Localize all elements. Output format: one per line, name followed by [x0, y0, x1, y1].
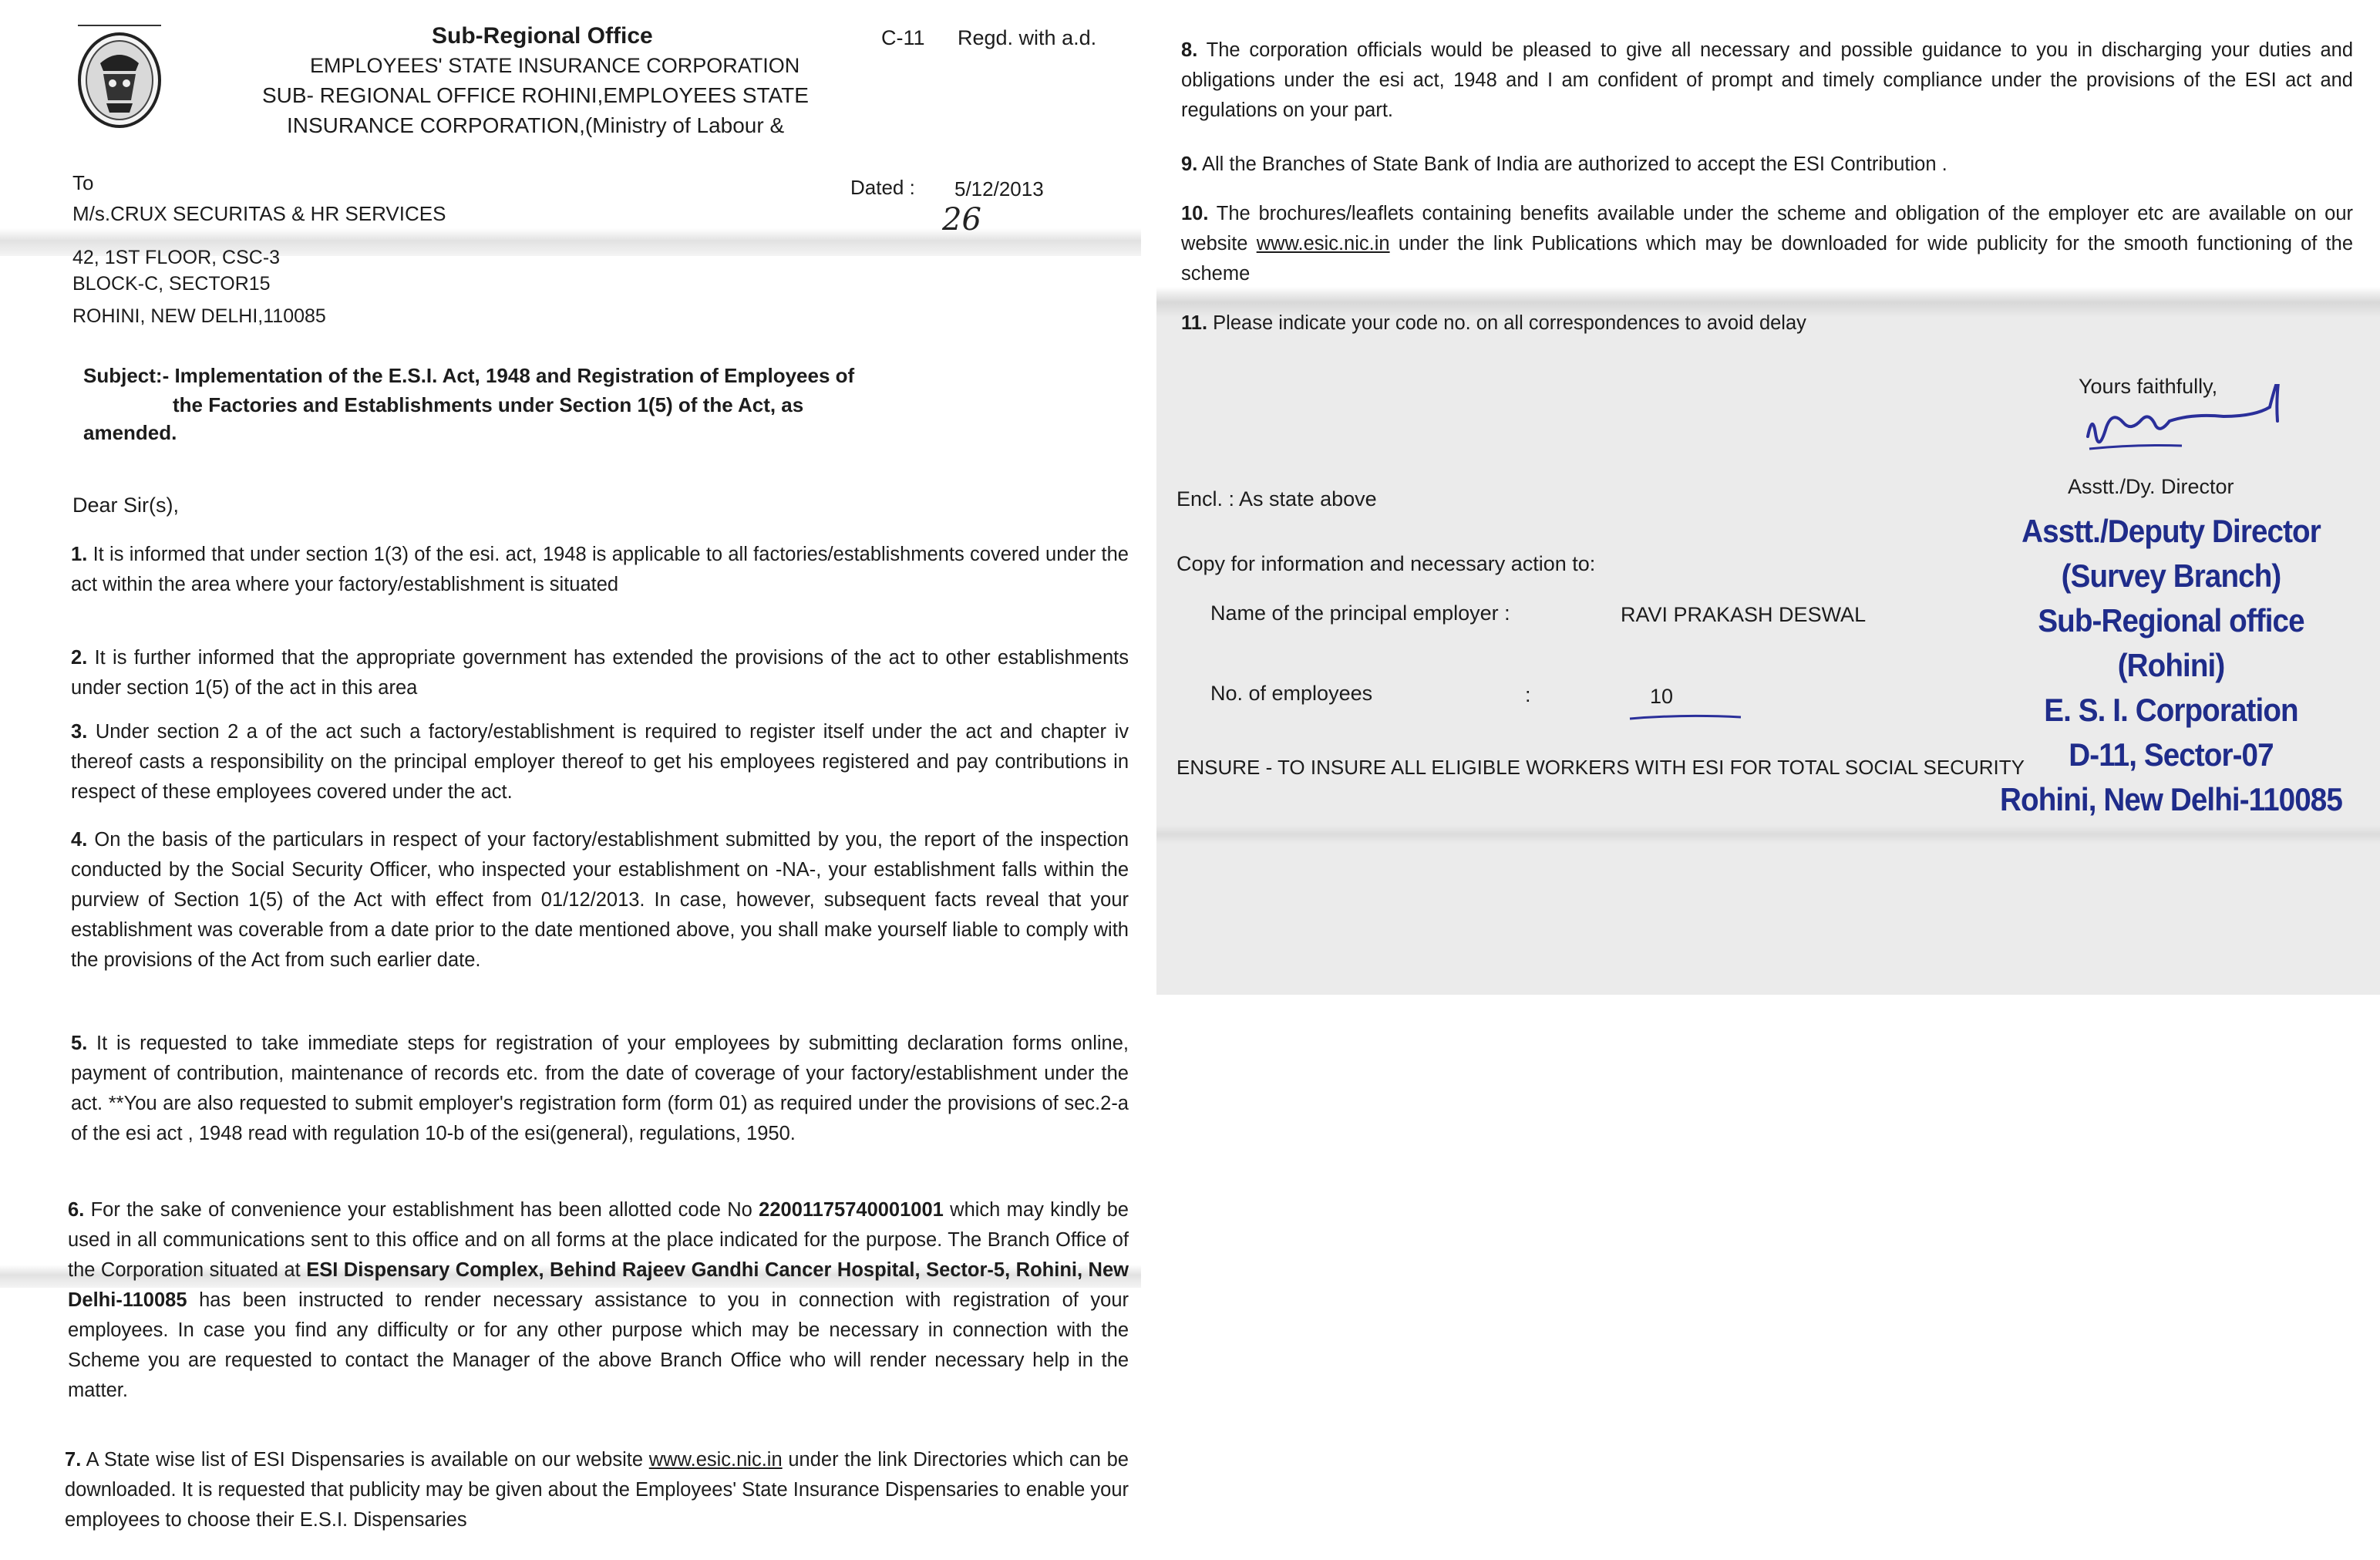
subject-line-3: amended. [83, 421, 177, 444]
handwritten-note: 26 [942, 202, 981, 238]
paragraph-text: has been instructed to render necessary assistance to you in connection with registration of your employees. In case you find any difficulty or for any other purpose which may be necessary in connection with the Scheme you are requested to contact the Manager of the above Branch Office who will render necessary help in the matter. [68, 1289, 1129, 1401]
paragraph-text: For the sake of convenience your establishment has been allotted code No [90, 1199, 752, 1221]
subject-line-2: the Factories and Establishments under Section 1(5) of the Act, as [173, 393, 804, 416]
paragraph-number: 8 [1181, 39, 1193, 61]
stamp-line: Rohini, New Delhi-110085 [2000, 781, 2342, 817]
paragraph-number: 2 [71, 647, 82, 669]
paragraph-6: 6. For the sake of convenience your establishment has been allotted code No 22001175740001001 which may kindly be used in all communications sent to this office and on all forms at the place indicated for the purpose. The Branch Office of the Corporation situated at ESI Dispensary Complex, Behind Rajeev Gandhi Cancer Hospital, Sector-5, Rohini, New Delhi-110085 has been instructed to render necessary assistance to you in connection with registration of your employees. In case you find any difficulty or for any other purpose which may be necessary in connection with the Scheme you are requested to contact the Manager of the above Branch Office who will render necessary help in the matter. [68, 1199, 1129, 1401]
employees-colon: : [1525, 683, 1531, 706]
paragraph-text: Please indicate your code no. on all correspondences to avoid delay [1213, 312, 1806, 334]
copy-to-note: Copy for information and necessary action to: [1177, 552, 1596, 575]
date-label: Dated : [850, 176, 915, 199]
employer-code: 22001175740001001 [759, 1199, 944, 1221]
paragraph-number: 3 [71, 721, 82, 743]
yours-faithfully: Yours faithfully, [2079, 375, 2218, 398]
paragraph-text: which may kindly be used in all communications sent to this office and on all forms at the place indicated for the purpose. The Branch Office of the Corporation situated at [68, 1199, 1129, 1281]
paragraph-text: On the basis of the particulars in respect of your factory/establishment submitted by you, the report of the inspection conducted by the Social Security Officer, who inspected your establishment on -NA-, your establishment falls within the purview of Section 1(5) of the Act with effect from 01/12/2013. In case, however, subsequent facts reveal that your establishment was coverable from a date prior to the date mentioned above, you shall make yourself liable to comply with the provisions of the Act from such earlier date. [71, 829, 1129, 971]
paragraph-number: 5 [71, 1033, 82, 1054]
letter-page-right [1156, 0, 2380, 995]
paragraph-number: 4 [71, 829, 82, 851]
paragraph-text: All the Branches of State Bank of India are authorized to accept the ESI Contribution . [1201, 153, 1947, 175]
addressee-name: M/s.CRUX SECURITAS & HR SERVICES [72, 202, 446, 225]
esic-emblem-icon [74, 23, 165, 131]
stamp-line: Asstt./Deputy Director [2021, 513, 2321, 549]
paragraph-text: under the link Directories which can be downloaded. It is requested that publicity may be given about the Employees' State Insurance Dispensaries to enable your employees to choose their E.S.I. Dispensaries [65, 1449, 1129, 1531]
paragraph-text: The corporation officials would be pleased to give all necessary and possible guidance to you in discharging your duties and obligations under the esi act, 1948 and I am confident of prompt and timely compliance under the provisions of the ESI act and regulations on your part. [1181, 39, 2354, 121]
website-link[interactable]: www.esic.nic.in [1256, 233, 1390, 254]
paragraph-text: It is further informed that the appropriate government has extended the provisions of the act to other establishments under section 1(5) of the act in this area [71, 647, 1129, 699]
handwritten-underline [1628, 713, 1744, 723]
signature-icon [2082, 384, 2336, 461]
paragraph-text: under the link Publications which may be downloaded for wide publicity for the smooth functioning of the scheme [1181, 233, 2354, 285]
stamp-line: (Survey Branch) [2061, 558, 2281, 594]
paragraph-number: 7 [65, 1449, 76, 1471]
subject-line-1: Subject:- Implementation of the E.S.I. Act, 1948 and Registration of Employees of [83, 364, 855, 387]
stamp-line: Sub-Regional office (Rohini) [2038, 602, 2304, 683]
date-value: 5/12/2013 [954, 177, 1044, 200]
corporation-name: EMPLOYEES' STATE INSURANCE CORPORATION [310, 54, 800, 77]
paragraph-text: The brochures/leaflets containing benefits available under the scheme and obligation of the employer etc are available on our website [1181, 203, 2354, 254]
ensure-note: ENSURE - TO INSURE ALL ELIGIBLE WORKERS WITH ESI FOR TOTAL SOCIAL SECURITY [1177, 756, 2025, 779]
paragraph-number: 11 [1181, 312, 1202, 334]
registered-ad: Regd. with a.d. [958, 26, 1097, 49]
header-line-2: SUB- REGIONAL OFFICE ROHINI,EMPLOYEES STATE [262, 83, 809, 107]
form-number: C-11 [881, 26, 925, 49]
official-stamp [1987, 509, 2355, 822]
principal-employer-value: RAVI PRAKASH DESWAL [1621, 603, 1867, 626]
to-label: To [72, 171, 94, 194]
paper-fold [1156, 825, 2380, 844]
paragraph-8: 8. The corporation officials would be pleased to give all necessary and possible guidance to you in discharging your duties and obligations under the esi act, 1948 and I am confident of prompt and timely compliance under the provisions of the ESI act and regulations on your part. [1181, 39, 2354, 121]
paragraph-2: 2. It is further informed that the appropriate government has extended the provisions of the act to other establishments under section 1(5) of the act in this area [71, 647, 1129, 699]
paragraph-10: 10. The brochures/leaflets containing benefits available under the scheme and obligation of the employer etc are available on our website www.esic.nic.in under the link Publications which may be downloaded for wide publicity for the smooth functioning of the scheme [1181, 203, 2354, 285]
paragraph-number: 1 [71, 544, 82, 565]
website-link[interactable]: www.esic.nic.in [648, 1449, 783, 1471]
employees-label: No. of employees [1210, 682, 1373, 705]
branch-office-address: ESI Dispensary Complex, Behind Rajeev Gandhi Cancer Hospital, Sector-5, Rohini, New Delhi-110085 [68, 1259, 1129, 1311]
paragraph-number: 6 [68, 1199, 79, 1221]
letter-page-left [0, 0, 1141, 1560]
stamp-line: E. S. I. Corporation [2044, 692, 2298, 728]
salutation: Dear Sir(s), [72, 494, 180, 517]
paragraph-11: 11. Please indicate your code no. on all correspondences to avoid delay [1181, 312, 1806, 334]
paragraph-1: 1. It is informed that under section 1(3) of the esi. act, 1948 is applicable to all factories/establishments covered under the act within the area where your factory/establishment is situated [71, 544, 1129, 595]
principal-employer-label: Name of the principal employer : [1210, 601, 1510, 625]
paragraph-3: 3. Under section 2 a of the act such a factory/establishment is required to register itself under the act and chapter iv thereof casts a responsibility on the principal employer thereof to get his employees registered and pay contributions in respect of these employees covered under the act. [71, 721, 1129, 803]
enclosure-note: Encl. : As state above [1177, 487, 1377, 510]
employees-count: 10 [1650, 685, 1674, 708]
address-line-2: BLOCK-C, SECTOR15 [72, 273, 271, 295]
paragraph-text: It is informed that under section 1(3) of the esi. act, 1948 is applicable to all factories/establishments covered under the act within the area where your factory/establishment is situated [71, 544, 1129, 595]
stamp-line: D-11, Sector-07 [2069, 736, 2274, 773]
paragraph-text: Under section 2 a of the act such a factory/establishment is required to register itself under the act and chapter iv thereof casts a responsibility on the principal employer thereof to get his employees registered and pay contributions in respect of these employees covered under the act. [71, 721, 1129, 803]
paragraph-4: 4. On the basis of the particulars in respect of your factory/establishment submitted by you, the report of the inspection conducted by the Social Security Officer, who inspected your establishment on -NA-, your establishment falls within the purview of Section 1(5) of the Act with effect from 01/12/2013. In case, however, subsequent facts reveal that your establishment was coverable from a date prior to the date mentioned above, you shall make yourself liable to comply with the provisions of the Act from such earlier date. [71, 829, 1129, 971]
address-line-3: ROHINI, NEW DELHI,110085 [72, 305, 326, 327]
paragraph-5: 5. It is requested to take immediate steps for registration of your employees by submitting declaration forms online, payment of contribution, maintenance of records etc. from the date of coverage of your factory/establishment under the act. **You are also requested to submit employer's registration form (form 01) as required under the provisions of sec.2-a of the esi act , 1948 read with regulation 10-b of the esi(general), regulations, 1950. [71, 1033, 1129, 1144]
paragraph-number: 10 [1181, 203, 1203, 224]
address-line-1: 42, 1ST FLOOR, CSC-3 [72, 247, 281, 268]
header-line-3: INSURANCE CORPORATION,(Ministry of Labour & [287, 113, 785, 137]
paragraph-text: A State wise list of ESI Dispensaries is available on our website [86, 1449, 644, 1471]
signatory-designation: Asstt./Dy. Director [2068, 475, 2234, 498]
paragraph-9: 9. All the Branches of State Bank of India are authorized to accept the ESI Contribution . [1181, 153, 1947, 175]
paragraph-number: 9 [1181, 153, 1193, 175]
paragraph-text: It is requested to take immediate steps for registration of your employees by submitting declaration forms online, payment of contribution, maintenance of records etc. from the date of coverage of your factory/establishment under the act. **You are also requested to submit employer's registration form (form 01) as required under the provisions of sec.2-a of the esi act , 1948 read with regulation 10-b of the esi(general), regulations, 1950. [71, 1033, 1129, 1144]
paragraph-7: 7. A State wise list of ESI Dispensaries is available on our website www.esic.nic.in under the link Directories which can be downloaded. It is requested that publicity may be given about the Employees' State Insurance Dispensaries to enable your employees to choose their E.S.I. Dispensaries [65, 1449, 1129, 1531]
office-title: Sub-Regional Office [432, 23, 653, 49]
